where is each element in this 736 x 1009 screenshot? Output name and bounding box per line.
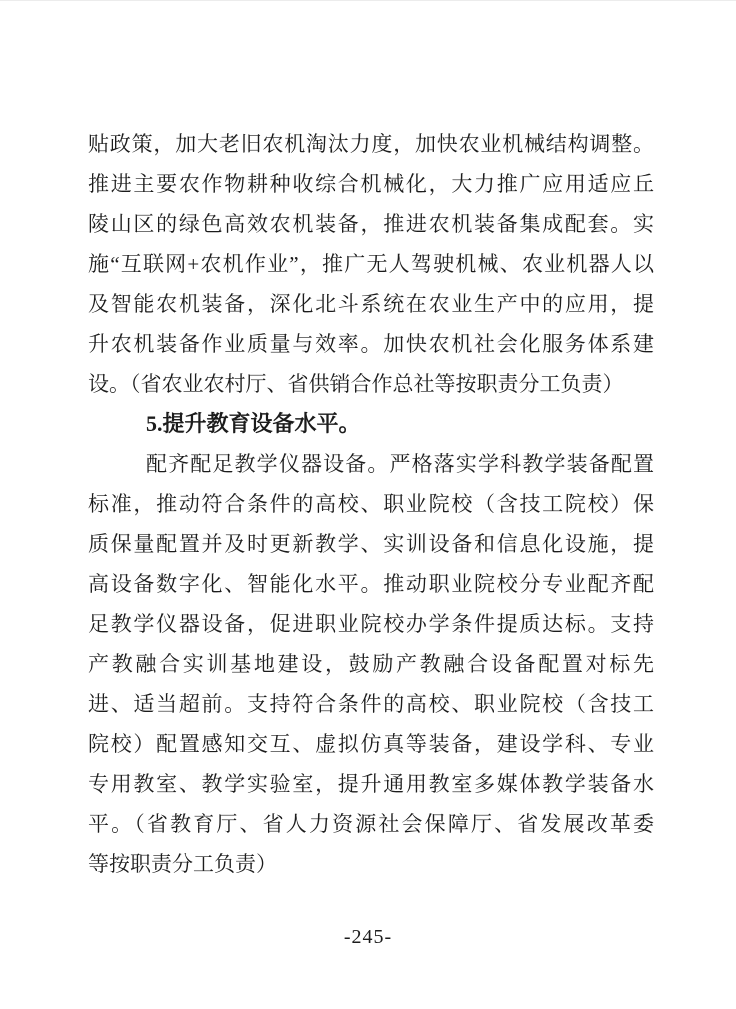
text-line: 标准，推动符合条件的高校、职业院校（含技工院校）保 [88,492,654,516]
text-line: 设。（省农业农村厅、省供销合作总社等按职责分工负责） [88,372,624,396]
text-line: 配齐配足教学仪器设备。严格落实学科教学装备配置 [146,452,654,476]
document-text [88,124,654,884]
text-line: 升农机装备作业质量与效率。加快农机社会化服务体系建 [88,332,654,356]
text-line: 推进主要农作物耕种收综合机械化，大力推广应用适应丘 [88,172,654,196]
text-line: 足教学仪器设备，促进职业院校办学条件提质达标。支持 [88,612,654,636]
para-education-equipment [88,444,654,884]
text-line: 进、适当超前。支持符合条件的高校、职业院校（含技工 [88,692,654,716]
heading-section-5 [88,404,654,444]
text-line: 等按职责分工负责） [88,852,277,876]
text-line: 平。（省教育厅、省人力资源社会保障厅、省发展改革委 [88,812,654,836]
page-number: -245- [343,926,393,948]
text-line: 专用教室、教学实验室，提升通用教室多媒体教学装备水 [88,772,654,796]
text-line: 陵山区的绿色高效农机装备，推进农机装备集成配套。实 [88,212,654,236]
text-line: 院校）配置感知交互、虚拟仿真等装备，建设学科、专业 [88,732,654,756]
text-line: 产教融合实训基地建设，鼓励产教融合设备配置对标先 [88,652,654,676]
text-line: 质保量配置并及时更新教学、实训设备和信息化设施，提 [88,532,654,556]
text-line: 高设备数字化、智能化水平。推动职业院校分专业配齐配 [88,572,654,596]
para-agricultural-machinery [88,124,654,404]
text-line: 及智能农机装备，深化北斗系统在农业生产中的应用，提 [88,292,654,316]
text-line: 施“互联网+农机作业”，推广无人驾驶机械、农业机器人以 [88,252,654,276]
section-heading: 5.提升教育设备水平。 [146,411,361,436]
text-line: 贴政策，加大老旧农机淘汰力度，加快农业机械结构调整。 [88,132,654,156]
